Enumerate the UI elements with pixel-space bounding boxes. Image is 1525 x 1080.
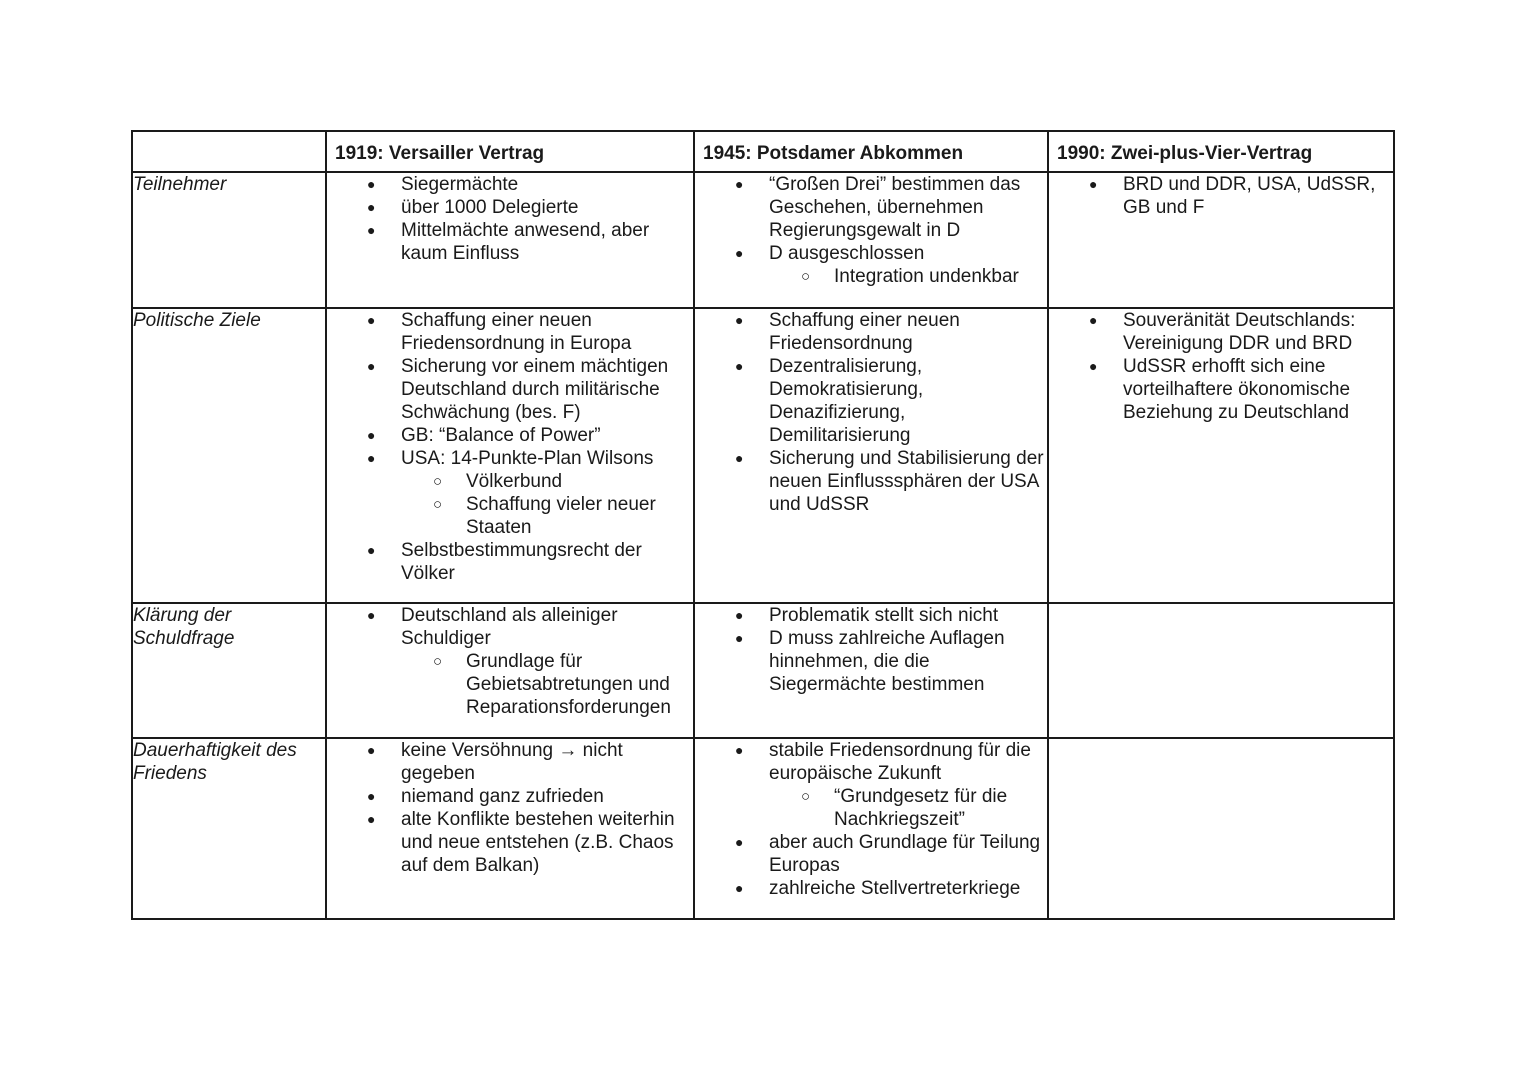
cell-two-plus-four	[1048, 308, 1394, 603]
list-item	[401, 309, 693, 355]
cell-versailles	[326, 603, 694, 738]
list-item-text: Mittelmächte anwesend, aber kaum Einfluss	[401, 220, 650, 264]
bullet-list	[695, 309, 1047, 516]
bullet-list	[327, 309, 693, 585]
list-item-text: keine Versöhnung → nicht gegeben	[401, 740, 623, 784]
row-label: Klärung der Schuldfrage	[132, 603, 326, 738]
table-row	[132, 308, 1394, 603]
list-item	[769, 877, 1047, 900]
list-item-text: Deutschland als alleiniger Schuldiger	[401, 605, 618, 649]
cell-versailles	[326, 172, 694, 308]
cell-two-plus-four	[1048, 172, 1394, 308]
column-header-potsdam: 1945: Potsdamer Abkommen	[694, 131, 1048, 172]
column-header-two-plus-four: 1990: Zwei-plus-Vier-Vertrag	[1048, 131, 1394, 172]
cell-versailles	[326, 738, 694, 919]
list-item-text: über 1000 Delegierte	[401, 197, 579, 218]
table-body	[132, 172, 1394, 919]
bullet-list	[695, 739, 1047, 900]
list-item-text: Dezentralisierung, Demokratisierung, Denazifizierung, Demilitarisierung	[769, 356, 924, 446]
list-item-text: D ausgeschlossen	[769, 243, 925, 264]
sub-list-item: ○ Integration undenkbar	[834, 265, 1047, 288]
bullet-list	[327, 604, 693, 719]
sub-list-item: ○ “Grundgesetz für die Nachkriegszeit”	[834, 785, 1047, 831]
cell-potsdam	[694, 308, 1048, 603]
list-item-text: stabile Friedensordnung für die europäische Zukunft	[769, 740, 1031, 784]
list-item	[769, 173, 1047, 242]
list-item	[401, 355, 693, 424]
sub-list-item: ○ Völkerbund	[466, 470, 693, 493]
list-item-text: USA: 14-Punkte-Plan Wilsons	[401, 448, 654, 469]
cell-versailles	[326, 308, 694, 603]
header-row	[132, 131, 1394, 172]
list-item	[401, 196, 693, 219]
list-item	[401, 785, 693, 808]
bullet-list	[1049, 309, 1393, 424]
list-item	[769, 447, 1047, 516]
list-item	[401, 739, 693, 785]
list-item-text: UdSSR erhofft sich eine vorteilhaftere ökonomische Beziehung zu Deutschland	[1123, 356, 1351, 423]
cell-potsdam	[694, 603, 1048, 738]
row-label: Dauerhaftigkeit des Friedens	[132, 738, 326, 919]
list-item	[769, 309, 1047, 355]
list-item-text: aber auch Grundlage für Teilung Europas	[769, 832, 1041, 876]
list-item-text: alte Konflikte bestehen weiterhin und neue entstehen (z.B. Chaos auf dem Balkan)	[401, 809, 675, 876]
list-item-text: Selbstbestimmungsrecht der Völker	[401, 540, 642, 584]
table-row	[132, 738, 1394, 919]
list-item	[401, 447, 693, 539]
list-item	[1123, 309, 1393, 355]
bullet-list	[695, 604, 1047, 696]
list-item-text: GB: “Balance of Power”	[401, 425, 601, 446]
list-item	[401, 539, 693, 585]
list-item-text: Souveränität Deutschlands: Vereinigung DDR und BRD	[1123, 310, 1356, 354]
table-row	[132, 603, 1394, 738]
row-label: Politische Ziele	[132, 308, 326, 603]
sub-bullet-list	[769, 265, 1047, 288]
cell-two-plus-four	[1048, 738, 1394, 919]
list-item-text: zahlreiche Stellvertreterkriege	[769, 878, 1021, 899]
list-item	[769, 604, 1047, 627]
cell-potsdam	[694, 738, 1048, 919]
list-item-text: BRD und DDR, USA, UdSSR, GB und F	[1123, 174, 1376, 218]
bullet-list	[327, 739, 693, 877]
column-header-versailles: 1919: Versailler Vertrag	[326, 131, 694, 172]
list-item	[769, 627, 1047, 696]
list-item-text: Siegermächte	[401, 174, 519, 195]
list-item	[401, 808, 693, 877]
list-item-text: niemand ganz zufrieden	[401, 786, 604, 807]
list-item	[401, 173, 693, 196]
table-row	[132, 172, 1394, 308]
list-item	[401, 424, 693, 447]
sub-bullet-list	[401, 470, 693, 539]
list-item	[401, 604, 693, 719]
list-item-text: Sicherung vor einem mächtigen Deutschland durch militärische Schwächung (bes. F)	[401, 356, 669, 423]
header-corner-cell	[132, 131, 326, 172]
list-item	[1123, 355, 1393, 424]
cell-two-plus-four	[1048, 603, 1394, 738]
bullet-list	[327, 173, 693, 265]
row-label: Teilnehmer	[132, 172, 326, 308]
cell-potsdam	[694, 172, 1048, 308]
list-item	[1123, 173, 1393, 219]
list-item-text: Sicherung und Stabilisierung der neuen Einflusssphären der USA und UdSSR	[769, 448, 1044, 515]
bullet-list	[1049, 173, 1393, 219]
list-item-text: Problematik stellt sich nicht	[769, 605, 999, 626]
list-item	[769, 242, 1047, 288]
list-item	[401, 219, 693, 265]
sub-list-item: ○ Schaffung vieler neuer Staaten	[466, 493, 693, 539]
list-item-text: “Großen Drei” bestimmen das Geschehen, übernehmen Regierungsgewalt in D	[769, 174, 1021, 241]
list-item	[769, 831, 1047, 877]
sub-bullet-list	[401, 650, 693, 719]
sub-list-item: ○ Grundlage für Gebietsabtretungen und Reparationsforderungen	[466, 650, 693, 719]
list-item-text: Schaffung einer neuen Friedensordnung	[769, 310, 960, 354]
bullet-list	[695, 173, 1047, 288]
comparison-table	[131, 130, 1395, 920]
list-item	[769, 739, 1047, 831]
list-item	[769, 355, 1047, 447]
list-item-text: D muss zahlreiche Auflagen hinnehmen, die die Siegermächte bestimmen	[769, 628, 1005, 695]
list-item-text: Schaffung einer neuen Friedensordnung in Europa	[401, 310, 632, 354]
sub-bullet-list	[769, 785, 1047, 831]
